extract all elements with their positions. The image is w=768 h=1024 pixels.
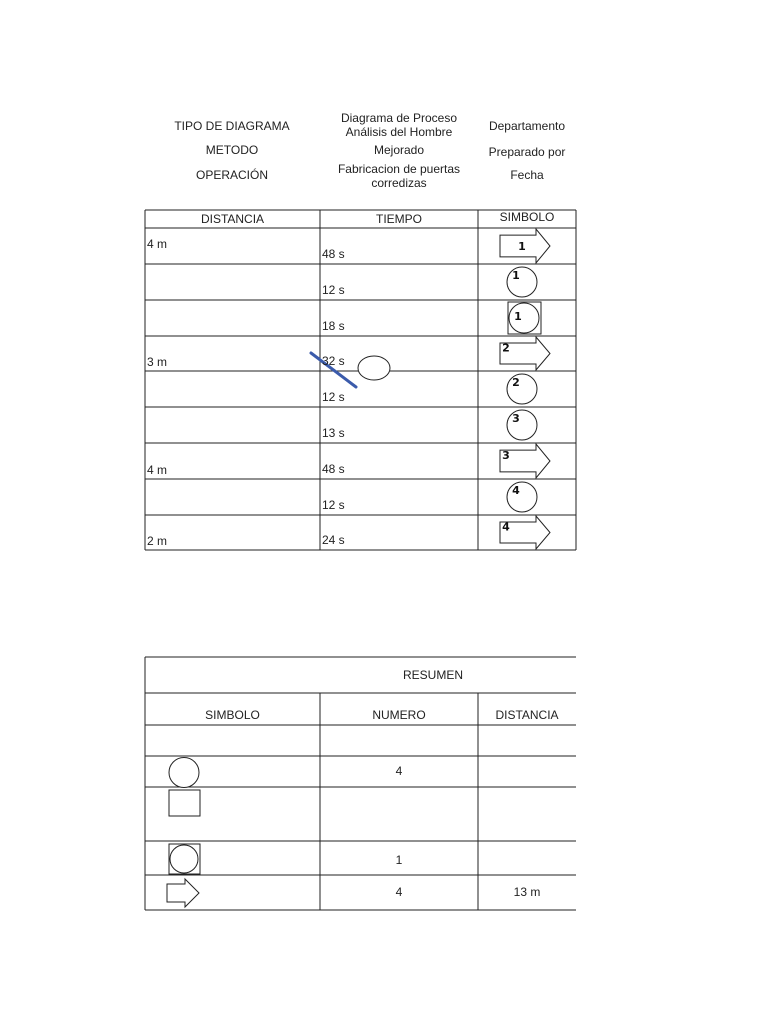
header-fecha-label: Fecha <box>510 168 544 182</box>
summary-numero-cell: 1 <box>395 853 403 867</box>
header-operacion-value-1: Fabricacion de puertas <box>337 162 461 176</box>
summary-combined-square-icon <box>169 844 200 874</box>
summary-distancia-cell: 13 m <box>513 884 541 899</box>
inspection-square-icon <box>508 302 541 334</box>
distancia-cell: 3 m <box>147 355 168 369</box>
summary-operation-circle-icon <box>169 758 199 788</box>
tiempo-cell: 32 s <box>322 354 345 368</box>
tiempo-cell: 48 s <box>322 462 345 476</box>
header-metodo-label: METODO <box>205 143 259 157</box>
summary-numero-cell: 4 <box>395 763 403 778</box>
header-diagram-title-2: Análisis del Hombre <box>345 125 453 139</box>
symbol-number: 4 <box>512 484 520 497</box>
header-diagram-title-1: Diagrama de Proceso <box>340 111 458 125</box>
col-header-tiempo: TIEMPO <box>375 212 422 226</box>
header-departamento-label: Departamento <box>488 119 566 133</box>
summary-numero-cell: 4 <box>395 884 403 899</box>
summary-header-simbolo: SIMBOLO <box>205 708 260 722</box>
col-header-simbolo: SIMBOLO <box>499 210 555 224</box>
symbol-number: 1 <box>514 310 522 323</box>
summary-header-distancia: DISTANCIA <box>495 708 559 722</box>
distancia-cell: 4 m <box>147 463 168 477</box>
header-metodo-value: Mejorado <box>373 143 425 157</box>
tiempo-cell: 12 s <box>322 498 345 512</box>
tiempo-cell: 24 s <box>322 533 345 547</box>
symbol-number: 1 <box>518 240 526 253</box>
tiempo-cell: 48 s <box>322 247 345 261</box>
annotation-circle-icon <box>358 356 390 380</box>
symbol-number: 4 <box>502 520 510 534</box>
tiempo-cell: 18 s <box>322 319 345 333</box>
symbol-number: 1 <box>512 269 520 282</box>
symbol-number: 2 <box>512 376 520 389</box>
symbol-number: 3 <box>512 412 520 425</box>
symbol-number: 3 <box>502 449 510 462</box>
tiempo-cell: 13 s <box>322 426 345 440</box>
summary-title: RESUMEN <box>402 668 463 682</box>
header-tipo-label: TIPO DE DIAGRAMA <box>174 119 290 133</box>
tiempo-cell: 12 s <box>322 283 345 297</box>
summary-transport-arrow-icon <box>167 879 199 907</box>
distancia-cell: 4 m <box>147 237 168 251</box>
tiempo-cell: 12 s <box>322 390 345 404</box>
summary-header-numero: NUMERO <box>372 708 426 722</box>
header-preparado-label: Preparado por <box>488 145 566 159</box>
summary-inspection-square-icon <box>169 790 200 816</box>
distancia-cell: 2 m <box>147 534 168 548</box>
header-operacion-value-2: corredizas <box>371 176 427 190</box>
header-operacion-label: OPERACIÓN <box>195 168 268 182</box>
symbol-number: 2 <box>502 341 510 355</box>
col-header-distancia: DISTANCIA <box>200 212 265 226</box>
